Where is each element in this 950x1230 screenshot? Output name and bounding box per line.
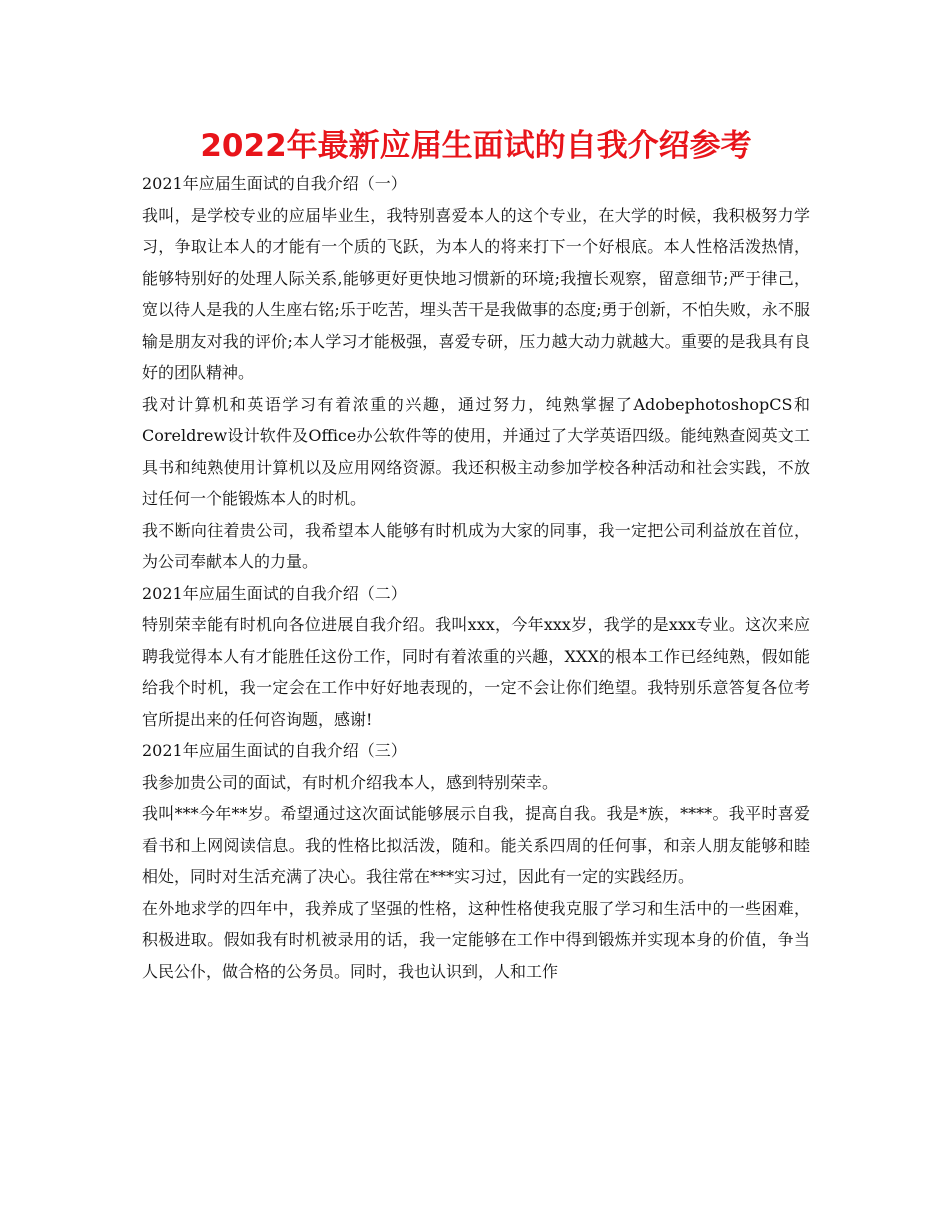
paragraph: 我叫，是学校专业的应届毕业生，我特别喜爱本人的这个专业，在大学的时候，我积极努力学习，争取让本人的才能有一个质的飞跃，为本人的将来打下一个好根底。本人性格活泼热情，能够特别好的处理人际关系,能够更好更快地习惯新的环境;我擅长观察，留意细节;严于律己，宽以待人是我的人生座右铭;乐于吃苦，埋头苦干是我做事的态度;勇于创新，不怕失败，永不服输是朋友对我的评价;本人学习才能极强，喜爱专研，压力越大动力就越大。重要的是我具有良好的团队精神。: [142, 205, 810, 382]
paragraph: 特别荣幸能有时机向各位进展自我介绍。我叫xxx，今年xxx岁，我学的是xxx专业。这次来应聘我觉得本人有才能胜任这份工作，同时有着浓重的兴趣，XXX的根本工作已经纯熟，假如能给我个时机，我一定会在工作中好好地表现的，一定不会让你们绝望。我特别乐意答复各位考官所提出来的任何咨询题，感谢!: [142, 615, 810, 729]
section-2: [142, 578, 810, 736]
document-body: [142, 168, 810, 987]
paragraph: 在外地求学的四年中，我养成了坚强的性格，这种性格使我克服了学习和生活中的一些困难，积极进取。假如我有时机被录用的话，我一定能够在工作中得到锻炼并实现本身的价值，争当人民公仆，做合格的公务员。同时，我也认识到，人和工作: [142, 898, 810, 981]
paragraph: 我参加贵公司的面试，有时机介绍我本人，感到特别荣幸。: [142, 772, 559, 792]
paragraph: 我对计算机和英语学习有着浓重的兴趣，通过努力，纯熟掌握了AdobephotoshopCS和Coreldrew设计软件及Office办公软件等的使用，并通过了大学英语四级。能纯熟查阅英文工具书和纯熟使用计算机以及应用网络资源。我还积极主动参加学校各种活动和社会实践，不放过任何一个能锻炼本人的时机。: [142, 394, 810, 508]
paragraph: 我叫***今年**岁。希望通过这次面试能够展示自我，提高自我。我是*族，****。我平时喜爱看书和上网阅读信息。我的性格比拟活泼，随和。能关系四周的任何事，和亲人朋友能够和睦相处，同时对生活充满了决心。我往常在***实习过，因此有一定的实践经历。: [142, 804, 810, 886]
section-3: [142, 735, 810, 987]
section-heading: 2021年应届生面试的自我介绍（三）: [142, 741, 407, 760]
section-heading: 2021年应届生面试的自我介绍（二）: [142, 583, 407, 603]
paragraph: 我不断向往着贵公司，我希望本人能够有时机成为大家的同事，我一定把公司利益放在首位，为公司奉献本人的力量。: [142, 520, 810, 571]
document-page: [142, 124, 810, 987]
document-title: 2022年最新应届生面试的自我介绍参考: [200, 128, 752, 164]
section-heading: 2021年应届生面试的自我介绍（一）: [142, 174, 407, 193]
section-1: [142, 168, 810, 578]
